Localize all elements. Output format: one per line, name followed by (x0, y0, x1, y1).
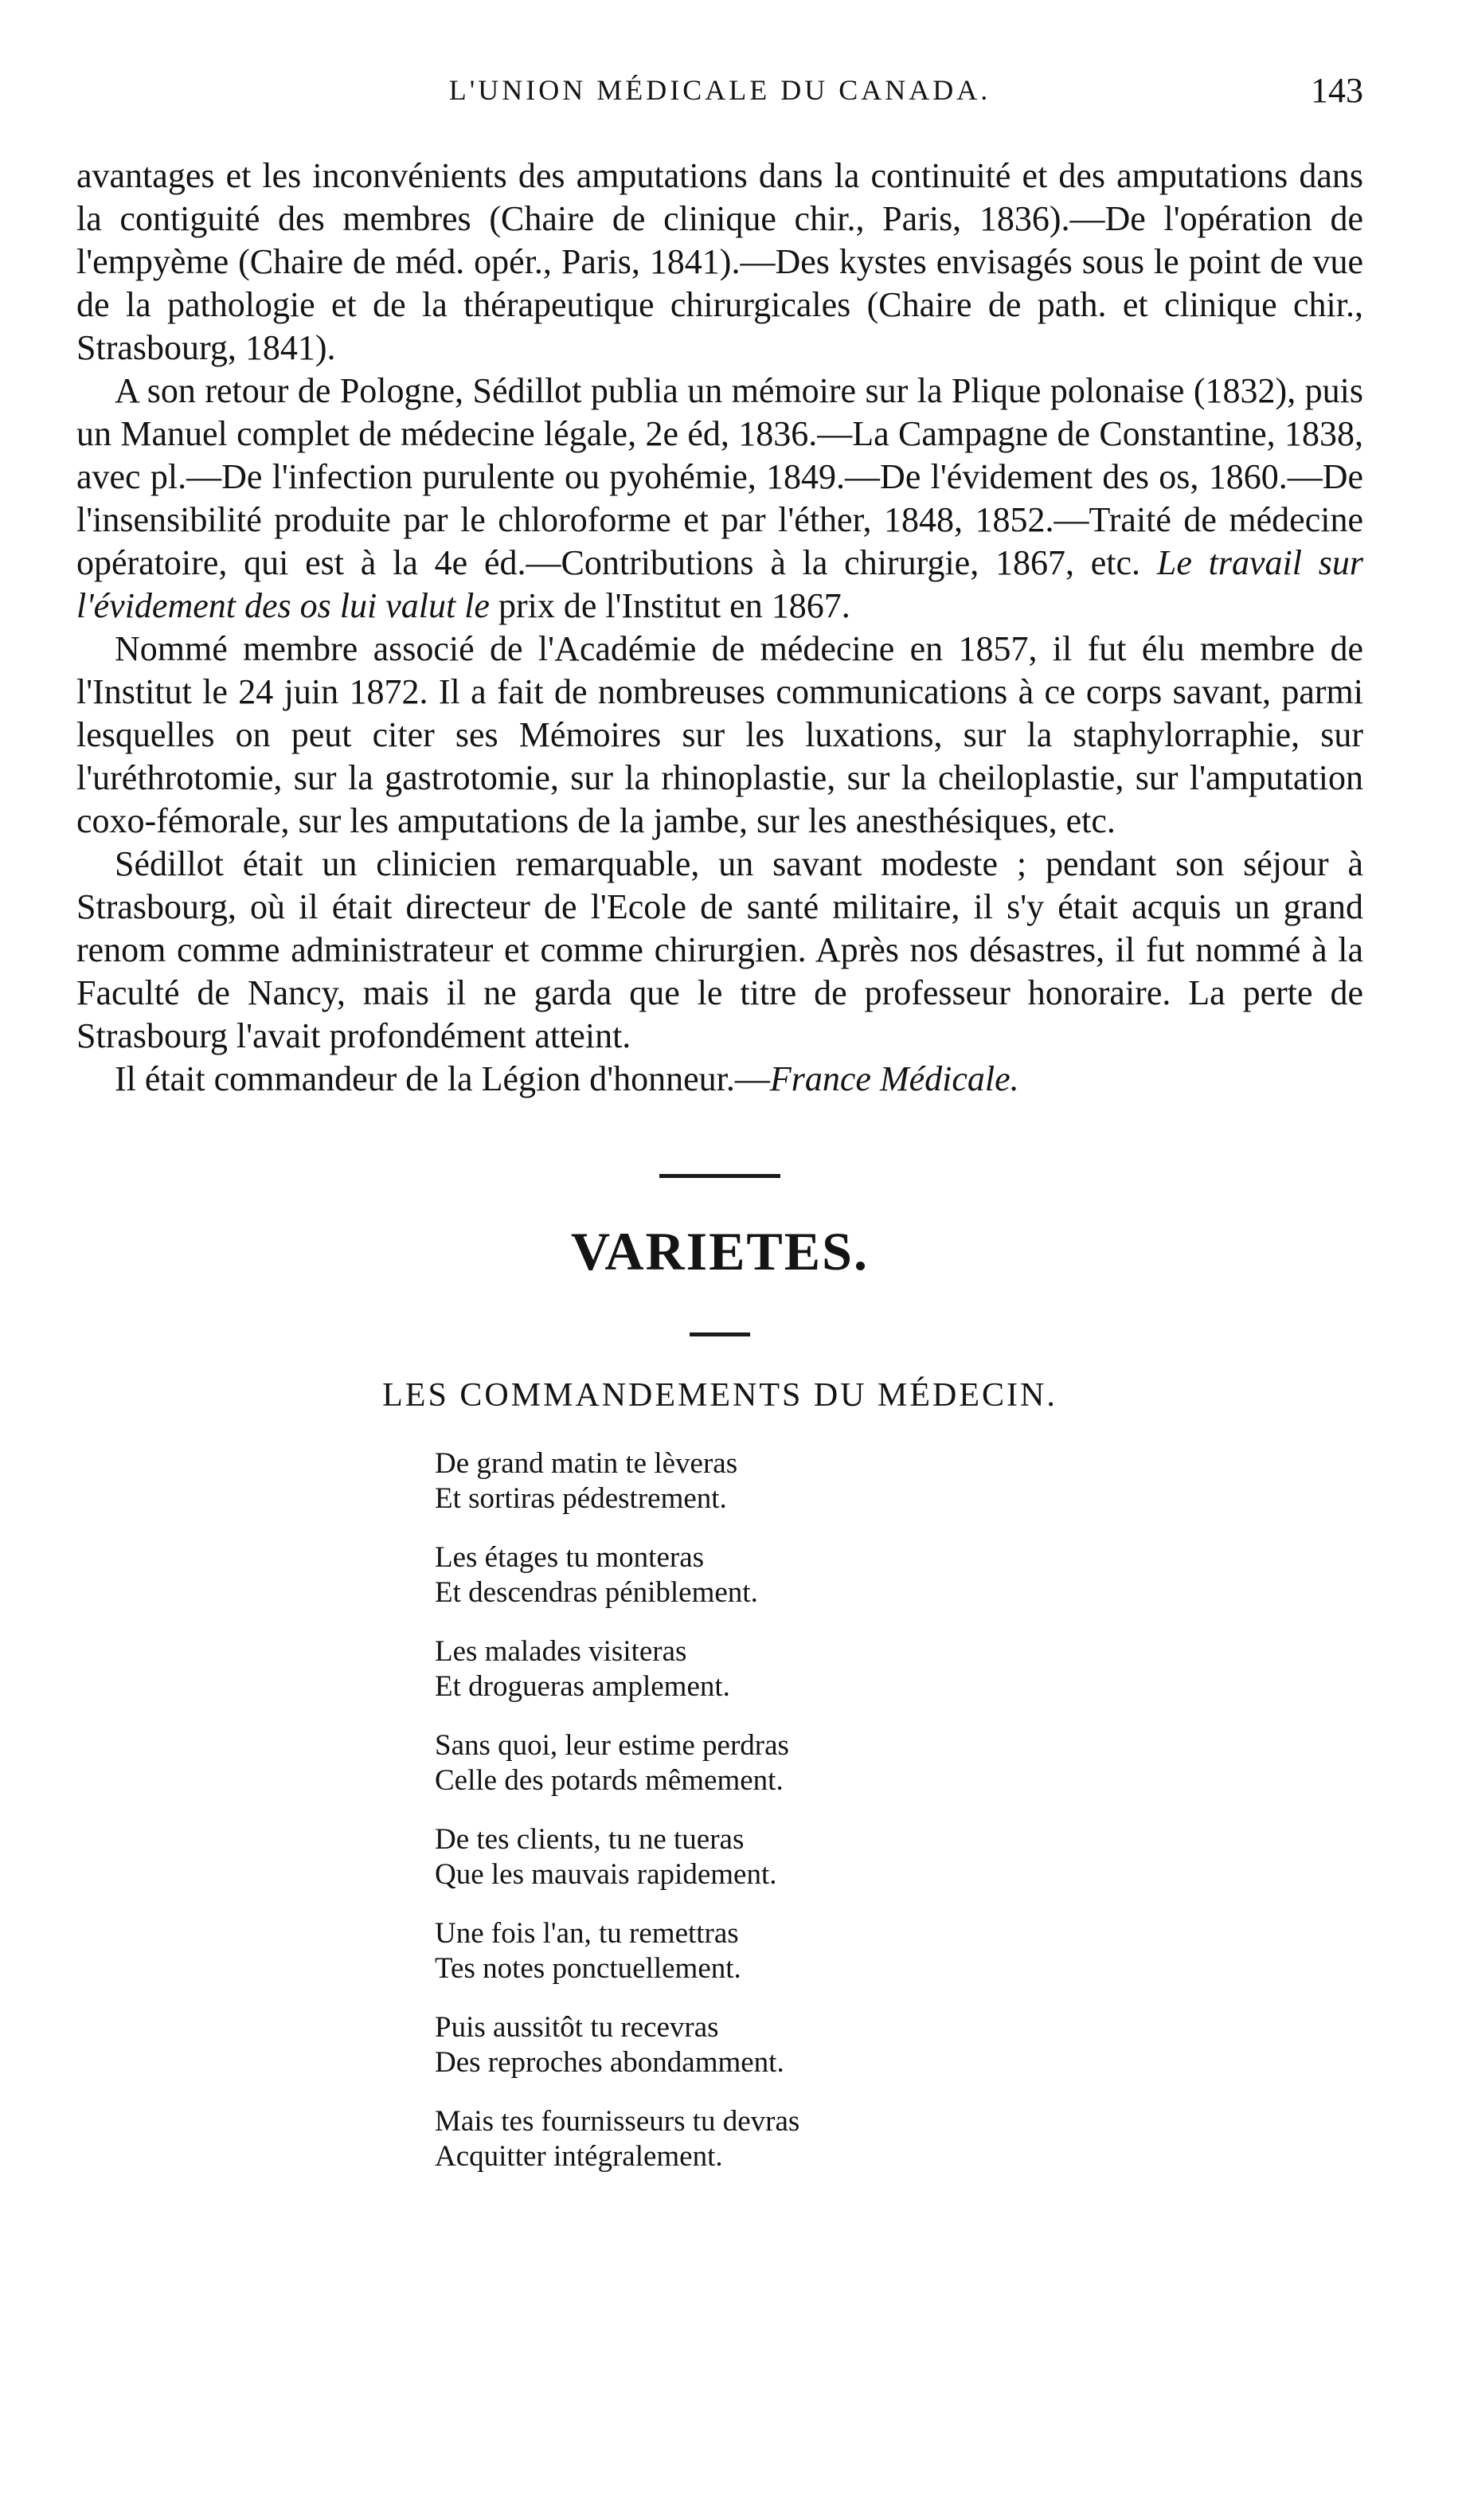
verse-line: Une fois l'an, tu remettras (435, 1917, 739, 1950)
paragraph-publications (76, 370, 1363, 628)
section-divider-long (659, 1174, 780, 1178)
verse-line: Sans quoi, leur estime perdras (435, 1729, 789, 1762)
poem-stanza (435, 1916, 1363, 1986)
paragraph-italic-text: Le travail sur l'évidement des os lui valut le (76, 543, 1364, 625)
poem-stanza (435, 2010, 1363, 2080)
paragraph-text: avantages et les inconvénients des amputations dans la continuité et des amputations dans la contiguité des membres (Chaire de clinique chir., Paris, 1836).—De l'opération de l'empyème (Chaire de méd. opér., Paris, 1841).—Des kystes envisagés sous le point de vue de la pathologie et de la thérapeutique chirurgicales (Chaire de path. et clinique chir., Strasbourg, 1841). (76, 156, 1363, 367)
verse-line: De grand matin te lèveras (435, 1447, 738, 1480)
paragraph-career (76, 843, 1363, 1058)
verse-line: De tes clients, tu ne tueras (435, 1823, 745, 1856)
verse-line: Mais tes fournisseurs tu devras (435, 2105, 800, 2138)
verse-line: Puis aussitôt tu recevras (435, 2011, 719, 2044)
verse-line: Les étages tu monteras (435, 1541, 705, 1574)
verse-line: Les malades visiteras (435, 1635, 687, 1668)
poem-stanza (435, 1634, 1363, 1704)
paragraph-academy (76, 628, 1363, 843)
paragraph-text: Il était commandeur de la Légion d'honneur.— (115, 1059, 770, 1098)
section-divider-short (690, 1332, 750, 1336)
verse-line: Et drogueras amplement. (435, 1670, 730, 1703)
verse-line: Tes notes ponctuellement. (435, 1952, 741, 1985)
verse-line: Et descendras péniblement. (435, 1576, 758, 1609)
section-heading: VARIETES. (571, 1221, 869, 1282)
page-number: 143 (1311, 71, 1363, 110)
verse-line: Acquitter intégralement. (435, 2140, 723, 2173)
paragraph-text: A son retour de Pologne, Sédillot publia un mémoire sur la Plique polonaise (1832), puis un Manuel complet de médecine légale, 2e éd, 1836.—La Campagne de Constantine, 1838, avec pl.—De l'infection purulente ou pyohémie, 1849.—De l'évidement des os, 1860.—De l'insensibilité produite par le chloroforme et par l'éther, 1848, 1852.—Traité de médecine opératoire, qui est à la 4e éd.—Contributions à la chirurgie, 1867, etc. (76, 371, 1363, 582)
article-body (76, 155, 1363, 1101)
paragraph-bibliography-continued (76, 155, 1363, 370)
source-citation: France Médicale. (769, 1059, 1019, 1098)
poem-stanza (435, 1446, 1363, 1516)
poem-stanza (435, 1728, 1363, 1798)
poem-stanza (435, 2104, 1363, 2174)
verse-line: Que les mauvais rapidement. (435, 1858, 777, 1891)
verse-line: Celle des potards mêmement. (435, 1764, 784, 1797)
verse-line: Des reproches abondamment. (435, 2046, 784, 2079)
paragraph-tail-text: prix de l'Institut en 1867. (489, 586, 850, 625)
running-title: L'UNION MÉDICALE DU CANADA. (448, 74, 991, 106)
verse-line: Et sortiras pédestrement. (435, 1482, 727, 1515)
paragraph-honour (76, 1058, 1363, 1101)
poem-stanza (435, 1822, 1363, 1892)
journal-page (76, 56, 1363, 2198)
poem (435, 1446, 1363, 2174)
paragraph-text: Nommé membre associé de l'Académie de médecine en 1857, il fut élu membre de l'Institut le 24 juin 1872. Il a fait de nombreuses communications à ce corps savant, parmi lesquelles on peut citer ses Mémoires sur les luxations, sur la staphylorraphie, sur l'uréthrotomie, sur la gastrotomie, sur la rhinoplastie, sur la cheiloplastie, sur l'amputation coxo-fémorale, sur les amputations de la jambe, sur les anesthésiques, etc. (76, 629, 1363, 840)
running-head (76, 56, 1363, 112)
poem-title: LES COMMANDEMENTS DU MÉDECIN. (382, 1377, 1057, 1414)
poem-stanza (435, 1540, 1363, 1610)
paragraph-text: Sédillot était un clinicien remarquable, un savant modeste ; pendant son séjour à Strasbourg, où il était directeur de l'Ecole de santé militaire, il s'y était acquis un grand renom comme administrateur et comme chirurgien. Après nos désastres, il fut nommé à la Faculté de Nancy, mais il ne garda que le titre de professeur honoraire. La perte de Strasbourg l'avait profondément atteint. (76, 844, 1363, 1055)
